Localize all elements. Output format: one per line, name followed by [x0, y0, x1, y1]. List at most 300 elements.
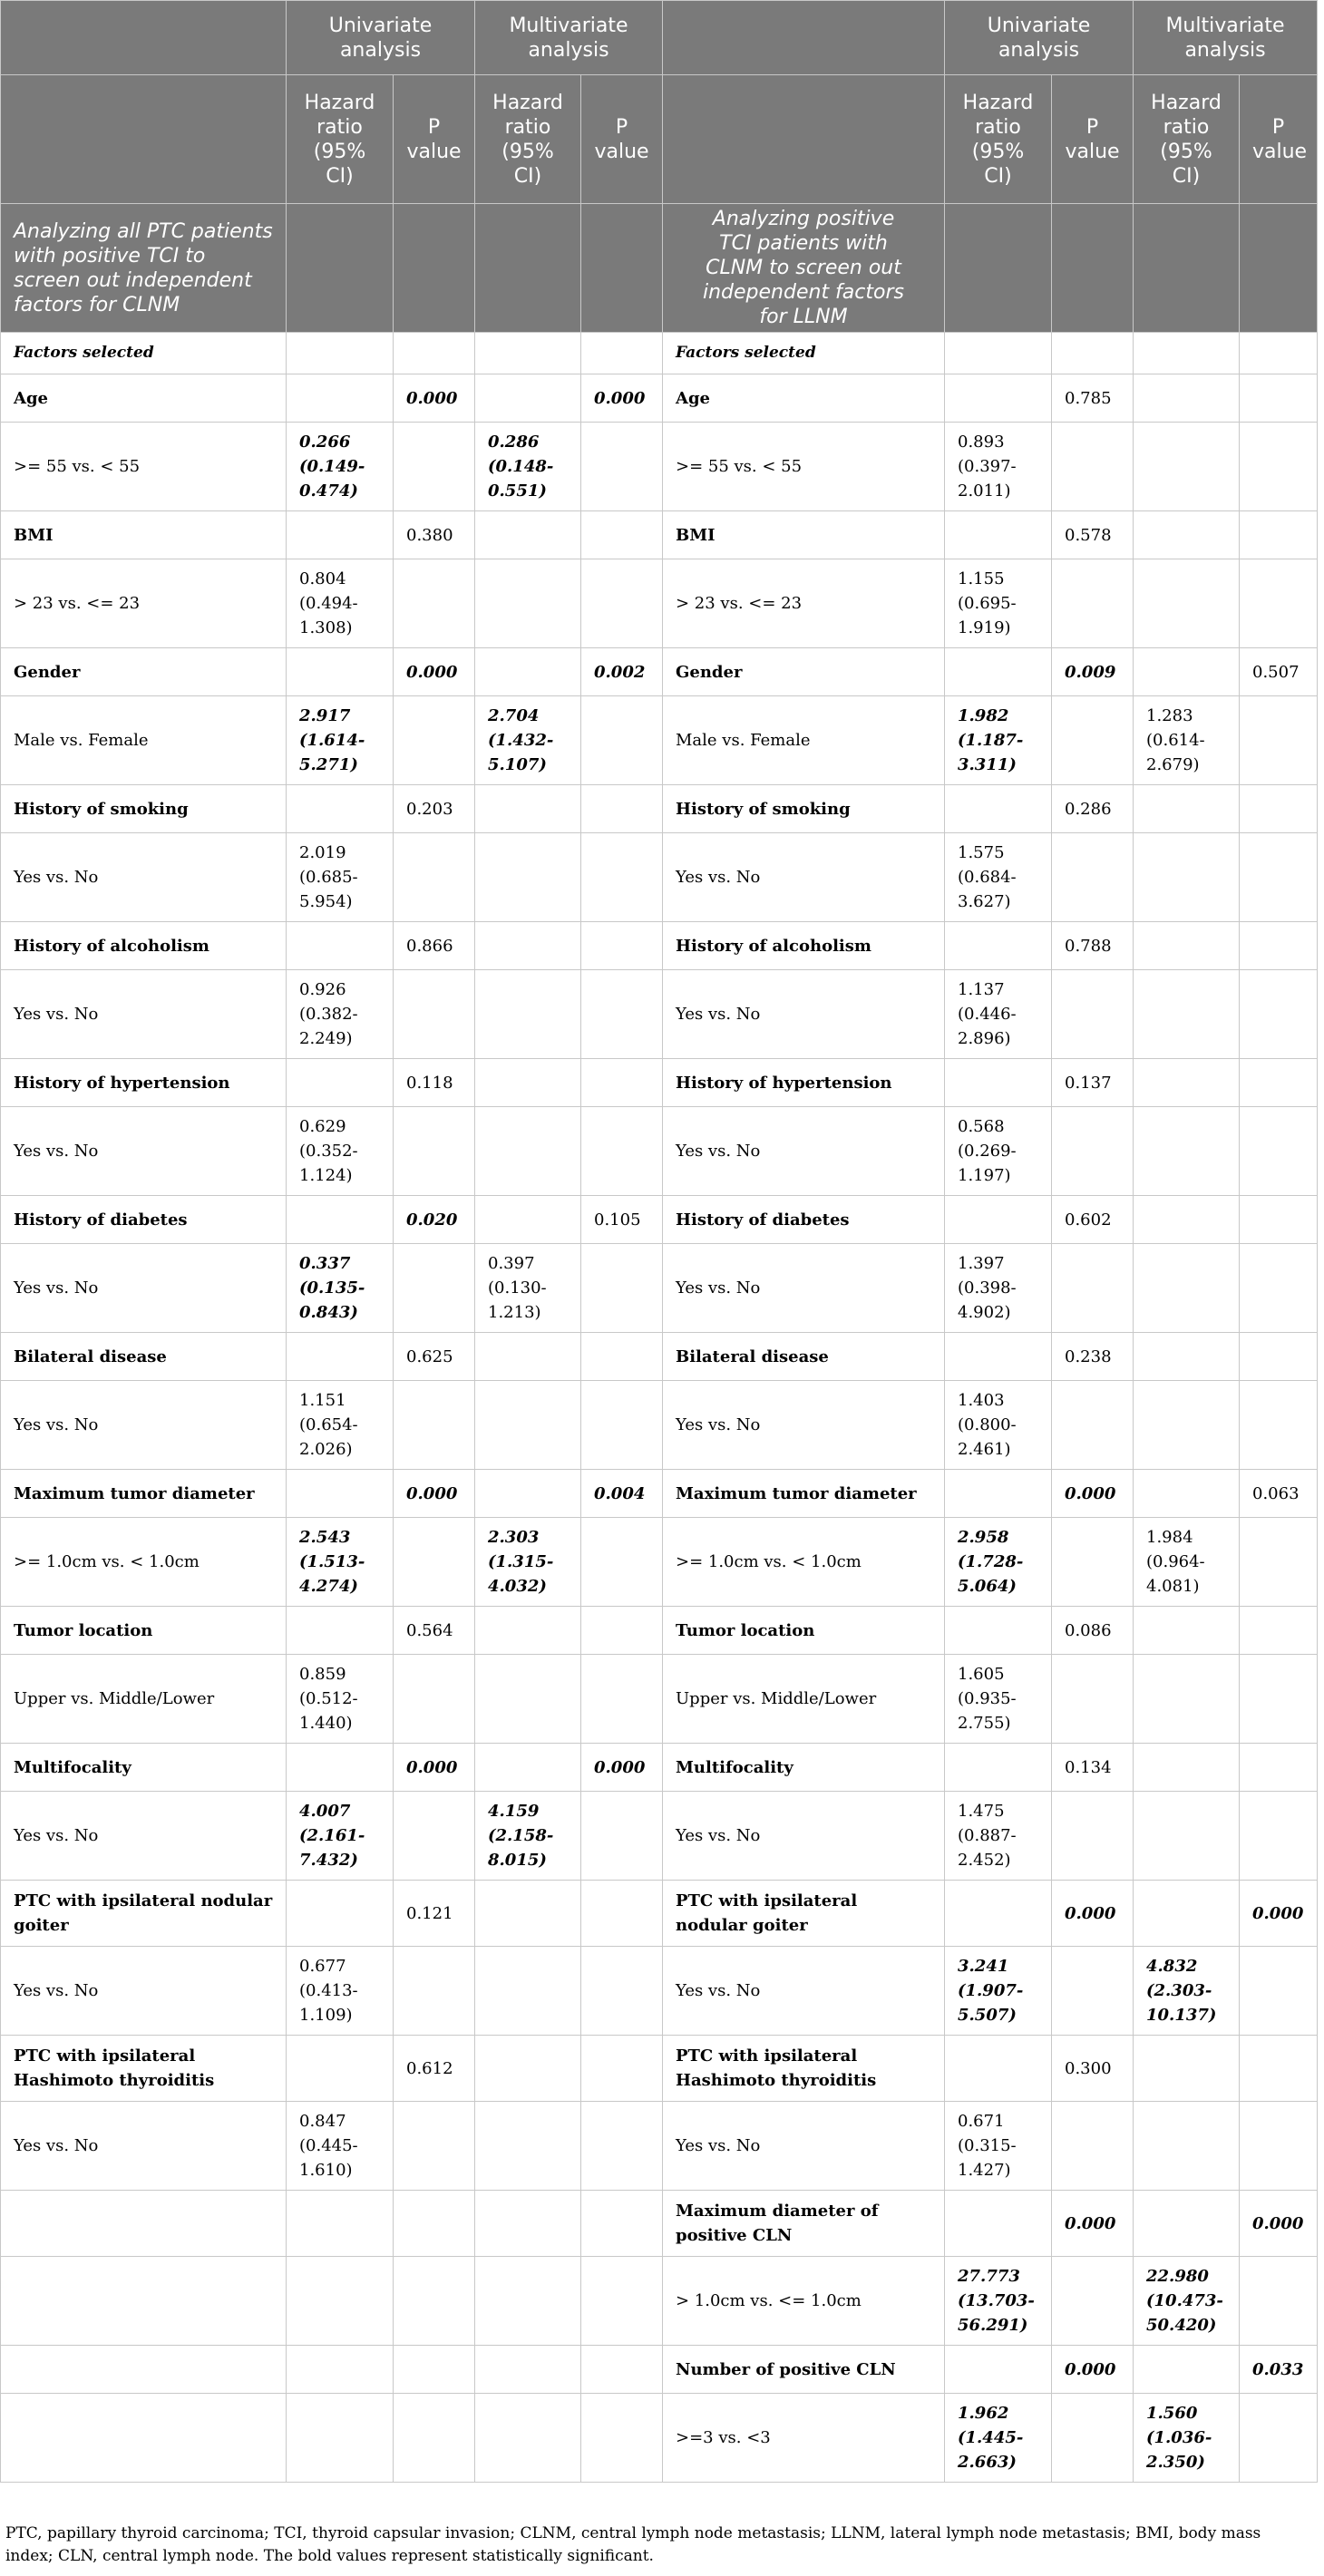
right-uni-p-cell — [1052, 1655, 1134, 1744]
header-hazard-ratio: Hazard ratio (95% CI) — [945, 75, 1052, 204]
right-multi-hr-cell — [1134, 1244, 1240, 1333]
right-uni-hr-cell — [945, 1881, 1052, 1947]
header-hazard-ratio: Hazard ratio (95% CI) — [1134, 75, 1240, 204]
right-uni-hr-cell: 1.962 (1.445-2.663) — [945, 2394, 1052, 2483]
left-multi-p-cell — [581, 2102, 663, 2191]
right-uni-hr-cell: 1.397 (0.398-4.902) — [945, 1244, 1052, 1333]
table-row — [1, 1881, 1318, 1947]
right-multi-hr-cell — [1134, 559, 1240, 648]
left-multi-hr-cell: 0.397 (0.130-1.213) — [475, 1244, 581, 1333]
left-multi-hr-cell — [475, 2346, 581, 2394]
left-uni-p-cell — [394, 833, 475, 922]
left-uni-hr-cell — [287, 333, 394, 374]
right-factor-label: Yes vs. No — [663, 1244, 945, 1333]
right-uni-p-cell — [1052, 696, 1134, 785]
right-multi-p-cell — [1240, 1518, 1318, 1607]
right-multi-hr-cell: 22.980 (10.473-50.420) — [1134, 2257, 1240, 2346]
right-multi-hr-cell — [1134, 2036, 1240, 2102]
left-uni-p-cell: 0.380 — [394, 511, 475, 559]
right-factor-label: Number of positive CLN — [663, 2346, 945, 2394]
left-multi-hr-cell — [475, 2394, 581, 2483]
header-hazard-ratio: Hazard ratio (95% CI) — [287, 75, 394, 204]
right-multi-p-cell — [1240, 1196, 1318, 1244]
left-uni-hr-cell — [287, 2036, 394, 2102]
left-multi-p-cell — [581, 696, 663, 785]
table-row — [1, 1244, 1318, 1333]
right-factor-label: Tumor location — [663, 1607, 945, 1655]
right-factor-label: Yes vs. No — [663, 1792, 945, 1881]
left-multi-hr-cell — [475, 833, 581, 922]
right-multi-hr-cell — [1134, 1881, 1240, 1947]
table-row — [1, 1518, 1318, 1607]
left-uni-p-cell — [394, 2394, 475, 2483]
left-uni-hr-cell: 0.926 (0.382-2.249) — [287, 970, 394, 1059]
table-row — [1, 833, 1318, 922]
left-multi-p-cell — [581, 1107, 663, 1196]
right-multi-p-cell — [1240, 1107, 1318, 1196]
left-factor-label: Tumor location — [1, 1607, 287, 1655]
left-multi-p-cell — [581, 970, 663, 1059]
table-row — [1, 1470, 1318, 1518]
table-row — [1, 1059, 1318, 1107]
right-uni-p-cell: 0.578 — [1052, 511, 1134, 559]
left-multi-hr-cell — [475, 1107, 581, 1196]
left-uni-hr-cell — [287, 1470, 394, 1518]
left-multi-hr-cell — [475, 333, 581, 374]
right-factor-label: Maximum diameter of positive CLN — [663, 2191, 945, 2257]
left-multi-p-cell — [581, 1518, 663, 1607]
left-uni-p-cell — [394, 2346, 475, 2394]
right-multi-hr-cell — [1134, 1381, 1240, 1470]
right-factor-label: > 23 vs. <= 23 — [663, 559, 945, 648]
right-factor-label: >=3 vs. <3 — [663, 2394, 945, 2483]
right-multi-p-cell — [1240, 1947, 1318, 2036]
table-footnote: PTC, papillary thyroid carcinoma; TCI, thyroid capsular invasion; CLNM, central lymph node metastasis; LLNM, lateral lymph node metastasis; BMI, body mass index; CLN, central lymph node. The bold values represent statistically significant. — [5, 2524, 1261, 2565]
right-multi-p-cell — [1240, 1059, 1318, 1107]
right-multi-hr-cell — [1134, 2102, 1240, 2191]
right-uni-p-cell: 0.788 — [1052, 922, 1134, 970]
left-multi-hr-cell — [475, 1655, 581, 1744]
left-factor-label: >= 55 vs. < 55 — [1, 423, 287, 511]
left-multi-p-cell: 0.000 — [581, 374, 663, 423]
right-multi-p-cell — [1240, 1244, 1318, 1333]
right-uni-p-cell: 0.086 — [1052, 1607, 1134, 1655]
left-multi-hr-cell — [475, 1607, 581, 1655]
right-multi-p-cell — [1240, 970, 1318, 1059]
left-multi-hr-cell — [475, 1470, 581, 1518]
right-uni-p-cell — [1052, 2394, 1134, 2483]
left-multi-hr-cell — [475, 785, 581, 833]
table-row — [1, 333, 1318, 374]
right-multi-p-cell — [1240, 374, 1318, 423]
table-row — [1, 2394, 1318, 2483]
right-multi-p-cell: 0.033 — [1240, 2346, 1318, 2394]
right-multi-p-cell — [1240, 1655, 1318, 1744]
left-multi-hr-cell: 2.704 (1.432-5.107) — [475, 696, 581, 785]
left-multi-hr-cell — [475, 970, 581, 1059]
right-multi-p-cell — [1240, 559, 1318, 648]
right-multi-hr-cell — [1134, 1607, 1240, 1655]
table-row — [1, 1196, 1318, 1244]
left-multi-p-cell — [581, 922, 663, 970]
right-multi-hr-cell: 1.984 (0.964-4.081) — [1134, 1518, 1240, 1607]
left-multi-hr-cell — [475, 1196, 581, 1244]
left-multi-p-cell — [581, 785, 663, 833]
header-hazard-ratio: Hazard ratio (95% CI) — [475, 75, 581, 204]
right-uni-hr-cell — [945, 333, 1052, 374]
left-multi-p-cell — [581, 2036, 663, 2102]
left-multi-hr-cell — [475, 1744, 581, 1792]
left-multi-p-cell — [581, 1607, 663, 1655]
right-uni-hr-cell — [945, 511, 1052, 559]
left-multi-hr-cell — [475, 1059, 581, 1107]
right-uni-hr-cell: 0.671 (0.315-1.427) — [945, 2102, 1052, 2191]
right-uni-p-cell — [1052, 833, 1134, 922]
table-row — [1, 1792, 1318, 1881]
right-factor-label: BMI — [663, 511, 945, 559]
left-multi-hr-cell: 4.159 (2.158-8.015) — [475, 1792, 581, 1881]
left-uni-hr-cell — [287, 374, 394, 423]
left-uni-hr-cell: 0.629 (0.352-1.124) — [287, 1107, 394, 1196]
left-uni-p-cell — [394, 1518, 475, 1607]
left-analysis-intro: Analyzing all PTC patients with positive TCI to screen out independent factors for CLNM — [1, 204, 287, 333]
left-uni-hr-cell: 4.007 (2.161-7.432) — [287, 1792, 394, 1881]
right-multi-hr-cell: 1.283 (0.614-2.679) — [1134, 696, 1240, 785]
left-factor-label: Male vs. Female — [1, 696, 287, 785]
left-multi-p-cell — [581, 1947, 663, 2036]
left-multi-p-cell — [581, 511, 663, 559]
right-multi-hr-cell — [1134, 1470, 1240, 1518]
left-factor-label: PTC with ipsilateral Hashimoto thyroiditis — [1, 2036, 287, 2102]
table-row — [1, 2036, 1318, 2102]
left-multi-hr-cell — [475, 2102, 581, 2191]
left-factor-label: Yes vs. No — [1, 1107, 287, 1196]
table-body — [1, 333, 1318, 2483]
right-multi-p-cell: 0.000 — [1240, 2191, 1318, 2257]
right-uni-hr-cell: 1.137 (0.446-2.896) — [945, 970, 1052, 1059]
left-multi-p-cell — [581, 2191, 663, 2257]
right-multi-p-cell — [1240, 1333, 1318, 1381]
right-factor-label: Gender — [663, 648, 945, 696]
right-factor-label: History of hypertension — [663, 1059, 945, 1107]
header-univariate-left: Univariate analysis — [287, 1, 475, 75]
right-factor-label: Multifocality — [663, 1744, 945, 1792]
left-uni-hr-cell — [287, 511, 394, 559]
right-multi-hr-cell — [1134, 1655, 1240, 1744]
table-row — [1, 1107, 1318, 1196]
right-multi-p-cell — [1240, 333, 1318, 374]
left-uni-p-cell — [394, 2191, 475, 2257]
right-multi-p-cell — [1240, 2102, 1318, 2191]
left-multi-hr-cell — [475, 1947, 581, 2036]
right-multi-hr-cell — [1134, 1196, 1240, 1244]
header-p-value: P value — [581, 75, 663, 204]
right-multi-hr-cell — [1134, 1107, 1240, 1196]
left-uni-hr-cell: 0.677 (0.413-1.109) — [287, 1947, 394, 2036]
table-row — [1, 423, 1318, 511]
right-multi-hr-cell — [1134, 922, 1240, 970]
left-multi-p-cell — [581, 2346, 663, 2394]
left-uni-p-cell — [394, 559, 475, 648]
left-factor-label: Yes vs. No — [1, 1792, 287, 1881]
right-factor-label: PTC with ipsilateral Hashimoto thyroiditis — [663, 2036, 945, 2102]
left-multi-hr-cell — [475, 922, 581, 970]
right-uni-p-cell: 0.300 — [1052, 2036, 1134, 2102]
left-uni-p-cell — [394, 970, 475, 1059]
left-multi-p-cell: 0.105 — [581, 1196, 663, 1244]
left-factor-label: History of alcoholism — [1, 922, 287, 970]
right-multi-hr-cell — [1134, 785, 1240, 833]
left-multi-p-cell — [581, 2257, 663, 2346]
left-multi-hr-cell — [475, 511, 581, 559]
left-factor-label: BMI — [1, 511, 287, 559]
left-factor-label: Yes vs. No — [1, 2102, 287, 2191]
left-uni-p-cell — [394, 2102, 475, 2191]
right-multi-hr-cell — [1134, 1333, 1240, 1381]
left-uni-hr-cell — [287, 2191, 394, 2257]
right-multi-p-cell — [1240, 833, 1318, 922]
right-factor-label: Age — [663, 374, 945, 423]
left-multi-hr-cell — [475, 1881, 581, 1947]
left-factor-label: History of diabetes — [1, 1196, 287, 1244]
right-uni-p-cell — [1052, 1792, 1134, 1881]
left-uni-hr-cell — [287, 922, 394, 970]
left-uni-hr-cell: 2.019 (0.685-5.954) — [287, 833, 394, 922]
right-uni-p-cell — [1052, 2102, 1134, 2191]
right-analysis-intro: Analyzing positive TCI patients with CLNM to screen out independent factors for LLNM — [663, 204, 945, 333]
left-multi-hr-cell — [475, 374, 581, 423]
table-row — [1, 696, 1318, 785]
left-factor-label: Multifocality — [1, 1744, 287, 1792]
right-multi-p-cell: 0.507 — [1240, 648, 1318, 696]
left-uni-hr-cell: 0.337 (0.135-0.843) — [287, 1244, 394, 1333]
header-blank — [1, 75, 287, 204]
left-uni-p-cell — [394, 1655, 475, 1744]
right-uni-hr-cell: 1.403 (0.800-2.461) — [945, 1381, 1052, 1470]
table-row — [1, 2191, 1318, 2257]
left-multi-p-cell: 0.002 — [581, 648, 663, 696]
right-multi-p-cell — [1240, 1792, 1318, 1881]
left-multi-p-cell — [581, 1792, 663, 1881]
left-multi-p-cell — [581, 1333, 663, 1381]
right-multi-hr-cell — [1134, 333, 1240, 374]
right-factor-label: Male vs. Female — [663, 696, 945, 785]
right-uni-p-cell: 0.238 — [1052, 1333, 1134, 1381]
right-uni-p-cell — [1052, 1947, 1134, 2036]
left-uni-hr-cell — [287, 1333, 394, 1381]
right-uni-hr-cell — [945, 1470, 1052, 1518]
right-multi-hr-cell — [1134, 2191, 1240, 2257]
header-blank — [663, 75, 945, 204]
right-multi-hr-cell — [1134, 1059, 1240, 1107]
left-uni-p-cell — [394, 1107, 475, 1196]
table-row — [1, 1655, 1318, 1744]
table-row — [1, 2346, 1318, 2394]
left-factor-label: Factors selected — [1, 333, 287, 374]
right-uni-hr-cell — [945, 2346, 1052, 2394]
left-uni-p-cell: 0.121 — [394, 1881, 475, 1947]
right-uni-p-cell — [1052, 333, 1134, 374]
left-uni-p-cell: 0.625 — [394, 1333, 475, 1381]
table-row — [1, 648, 1318, 696]
left-uni-hr-cell — [287, 1059, 394, 1107]
right-uni-p-cell: 0.602 — [1052, 1196, 1134, 1244]
right-multi-p-cell: 0.000 — [1240, 1881, 1318, 1947]
right-uni-p-cell: 0.785 — [1052, 374, 1134, 423]
header-multivariate-right: Multivariate analysis — [1134, 1, 1318, 75]
left-uni-p-cell: 0.000 — [394, 1744, 475, 1792]
right-uni-p-cell: 0.009 — [1052, 648, 1134, 696]
right-uni-hr-cell: 0.893 (0.397-2.011) — [945, 423, 1052, 511]
right-uni-p-cell — [1052, 970, 1134, 1059]
table-row — [1, 922, 1318, 970]
right-factor-label: > 1.0cm vs. <= 1.0cm — [663, 2257, 945, 2346]
right-factor-label: History of smoking — [663, 785, 945, 833]
table-row — [1, 2257, 1318, 2346]
right-uni-p-cell: 0.000 — [1052, 1881, 1134, 1947]
right-factor-label: History of diabetes — [663, 1196, 945, 1244]
left-uni-hr-cell: 2.917 (1.614-5.271) — [287, 696, 394, 785]
table-row — [1, 511, 1318, 559]
left-factor-label — [1, 2191, 287, 2257]
right-uni-hr-cell — [945, 785, 1052, 833]
left-uni-p-cell — [394, 1381, 475, 1470]
right-uni-hr-cell — [945, 1333, 1052, 1381]
left-factor-label: Upper vs. Middle/Lower — [1, 1655, 287, 1744]
right-factor-label: >= 55 vs. < 55 — [663, 423, 945, 511]
right-factor-label: Maximum tumor diameter — [663, 1470, 945, 1518]
right-multi-hr-cell — [1134, 648, 1240, 696]
left-uni-p-cell — [394, 1792, 475, 1881]
right-uni-hr-cell — [945, 1607, 1052, 1655]
table-row — [1, 1607, 1318, 1655]
right-uni-hr-cell: 1.575 (0.684-3.627) — [945, 833, 1052, 922]
table-row — [1, 970, 1318, 1059]
left-factor-label: Yes vs. No — [1, 833, 287, 922]
right-multi-p-cell — [1240, 922, 1318, 970]
left-multi-p-cell — [581, 559, 663, 648]
right-uni-p-cell — [1052, 423, 1134, 511]
left-multi-hr-cell — [475, 2257, 581, 2346]
right-uni-hr-cell — [945, 1059, 1052, 1107]
header-blank — [1, 1, 287, 75]
left-uni-p-cell: 0.000 — [394, 648, 475, 696]
right-factor-label: Yes vs. No — [663, 833, 945, 922]
left-uni-p-cell: 0.000 — [394, 1470, 475, 1518]
right-uni-p-cell — [1052, 2257, 1134, 2346]
right-uni-p-cell — [1052, 559, 1134, 648]
right-multi-p-cell — [1240, 423, 1318, 511]
right-uni-hr-cell: 27.773 (13.703-56.291) — [945, 2257, 1052, 2346]
left-factor-label: > 23 vs. <= 23 — [1, 559, 287, 648]
left-uni-p-cell — [394, 1947, 475, 2036]
right-multi-p-cell: 0.063 — [1240, 1470, 1318, 1518]
right-factor-label: >= 1.0cm vs. < 1.0cm — [663, 1518, 945, 1607]
left-uni-hr-cell: 0.804 (0.494-1.308) — [287, 559, 394, 648]
left-factor-label: History of hypertension — [1, 1059, 287, 1107]
right-multi-hr-cell — [1134, 1792, 1240, 1881]
right-uni-p-cell: 0.000 — [1052, 2346, 1134, 2394]
right-multi-hr-cell — [1134, 970, 1240, 1059]
right-multi-p-cell — [1240, 2257, 1318, 2346]
header-p-value: P value — [1052, 75, 1134, 204]
right-multi-p-cell — [1240, 1744, 1318, 1792]
right-uni-p-cell: 0.000 — [1052, 1470, 1134, 1518]
left-factor-label: Maximum tumor diameter — [1, 1470, 287, 1518]
left-multi-p-cell — [581, 1244, 663, 1333]
right-multi-p-cell — [1240, 1381, 1318, 1470]
right-uni-hr-cell: 1.982 (1.187-3.311) — [945, 696, 1052, 785]
right-multi-p-cell — [1240, 2036, 1318, 2102]
left-multi-p-cell — [581, 1381, 663, 1470]
right-uni-hr-cell — [945, 374, 1052, 423]
header-multivariate-left: Multivariate analysis — [475, 1, 663, 75]
right-factor-label: Yes vs. No — [663, 2102, 945, 2191]
table-row — [1, 1947, 1318, 2036]
right-factor-label: Yes vs. No — [663, 1107, 945, 1196]
left-uni-hr-cell — [287, 648, 394, 696]
right-multi-p-cell — [1240, 785, 1318, 833]
left-uni-hr-cell — [287, 1881, 394, 1947]
left-uni-p-cell: 0.564 — [394, 1607, 475, 1655]
right-uni-p-cell: 0.137 — [1052, 1059, 1134, 1107]
right-multi-hr-cell — [1134, 1744, 1240, 1792]
right-multi-hr-cell: 1.560 (1.036-2.350) — [1134, 2394, 1240, 2483]
left-multi-hr-cell — [475, 1381, 581, 1470]
left-multi-p-cell: 0.000 — [581, 1744, 663, 1792]
left-factor-label: Yes vs. No — [1, 1244, 287, 1333]
left-uni-p-cell — [394, 2257, 475, 2346]
right-multi-hr-cell — [1134, 511, 1240, 559]
left-factor-label: Age — [1, 374, 287, 423]
left-uni-p-cell: 0.118 — [394, 1059, 475, 1107]
left-factor-label: Yes vs. No — [1, 1381, 287, 1470]
right-multi-p-cell — [1240, 511, 1318, 559]
right-multi-p-cell — [1240, 2394, 1318, 2483]
right-uni-hr-cell: 2.958 (1.728-5.064) — [945, 1518, 1052, 1607]
left-factor-label: Bilateral disease — [1, 1333, 287, 1381]
left-factor-label — [1, 2394, 287, 2483]
right-uni-p-cell — [1052, 1244, 1134, 1333]
left-multi-hr-cell — [475, 1333, 581, 1381]
header-blank — [663, 1, 945, 75]
left-multi-hr-cell — [475, 559, 581, 648]
right-uni-hr-cell: 3.241 (1.907-5.507) — [945, 1947, 1052, 2036]
left-multi-p-cell — [581, 1881, 663, 1947]
right-multi-p-cell — [1240, 696, 1318, 785]
left-uni-hr-cell — [287, 1744, 394, 1792]
left-uni-hr-cell: 2.543 (1.513-4.274) — [287, 1518, 394, 1607]
left-uni-p-cell — [394, 696, 475, 785]
left-uni-hr-cell — [287, 2394, 394, 2483]
right-factor-label: Bilateral disease — [663, 1333, 945, 1381]
left-uni-hr-cell: 1.151 (0.654-2.026) — [287, 1381, 394, 1470]
right-uni-hr-cell — [945, 648, 1052, 696]
right-uni-hr-cell: 1.605 (0.935-2.755) — [945, 1655, 1052, 1744]
right-multi-hr-cell: 4.832 (2.303-10.137) — [1134, 1947, 1240, 2036]
table-row — [1, 785, 1318, 833]
left-factor-label — [1, 2257, 287, 2346]
right-multi-p-cell — [1240, 1607, 1318, 1655]
right-uni-hr-cell — [945, 2036, 1052, 2102]
right-uni-p-cell: 0.000 — [1052, 2191, 1134, 2257]
right-uni-p-cell: 0.134 — [1052, 1744, 1134, 1792]
header-univariate-right: Univariate analysis — [945, 1, 1134, 75]
table-row — [1, 1333, 1318, 1381]
right-factor-label: Yes vs. No — [663, 970, 945, 1059]
left-multi-p-cell — [581, 333, 663, 374]
left-uni-hr-cell: 0.847 (0.445-1.610) — [287, 2102, 394, 2191]
